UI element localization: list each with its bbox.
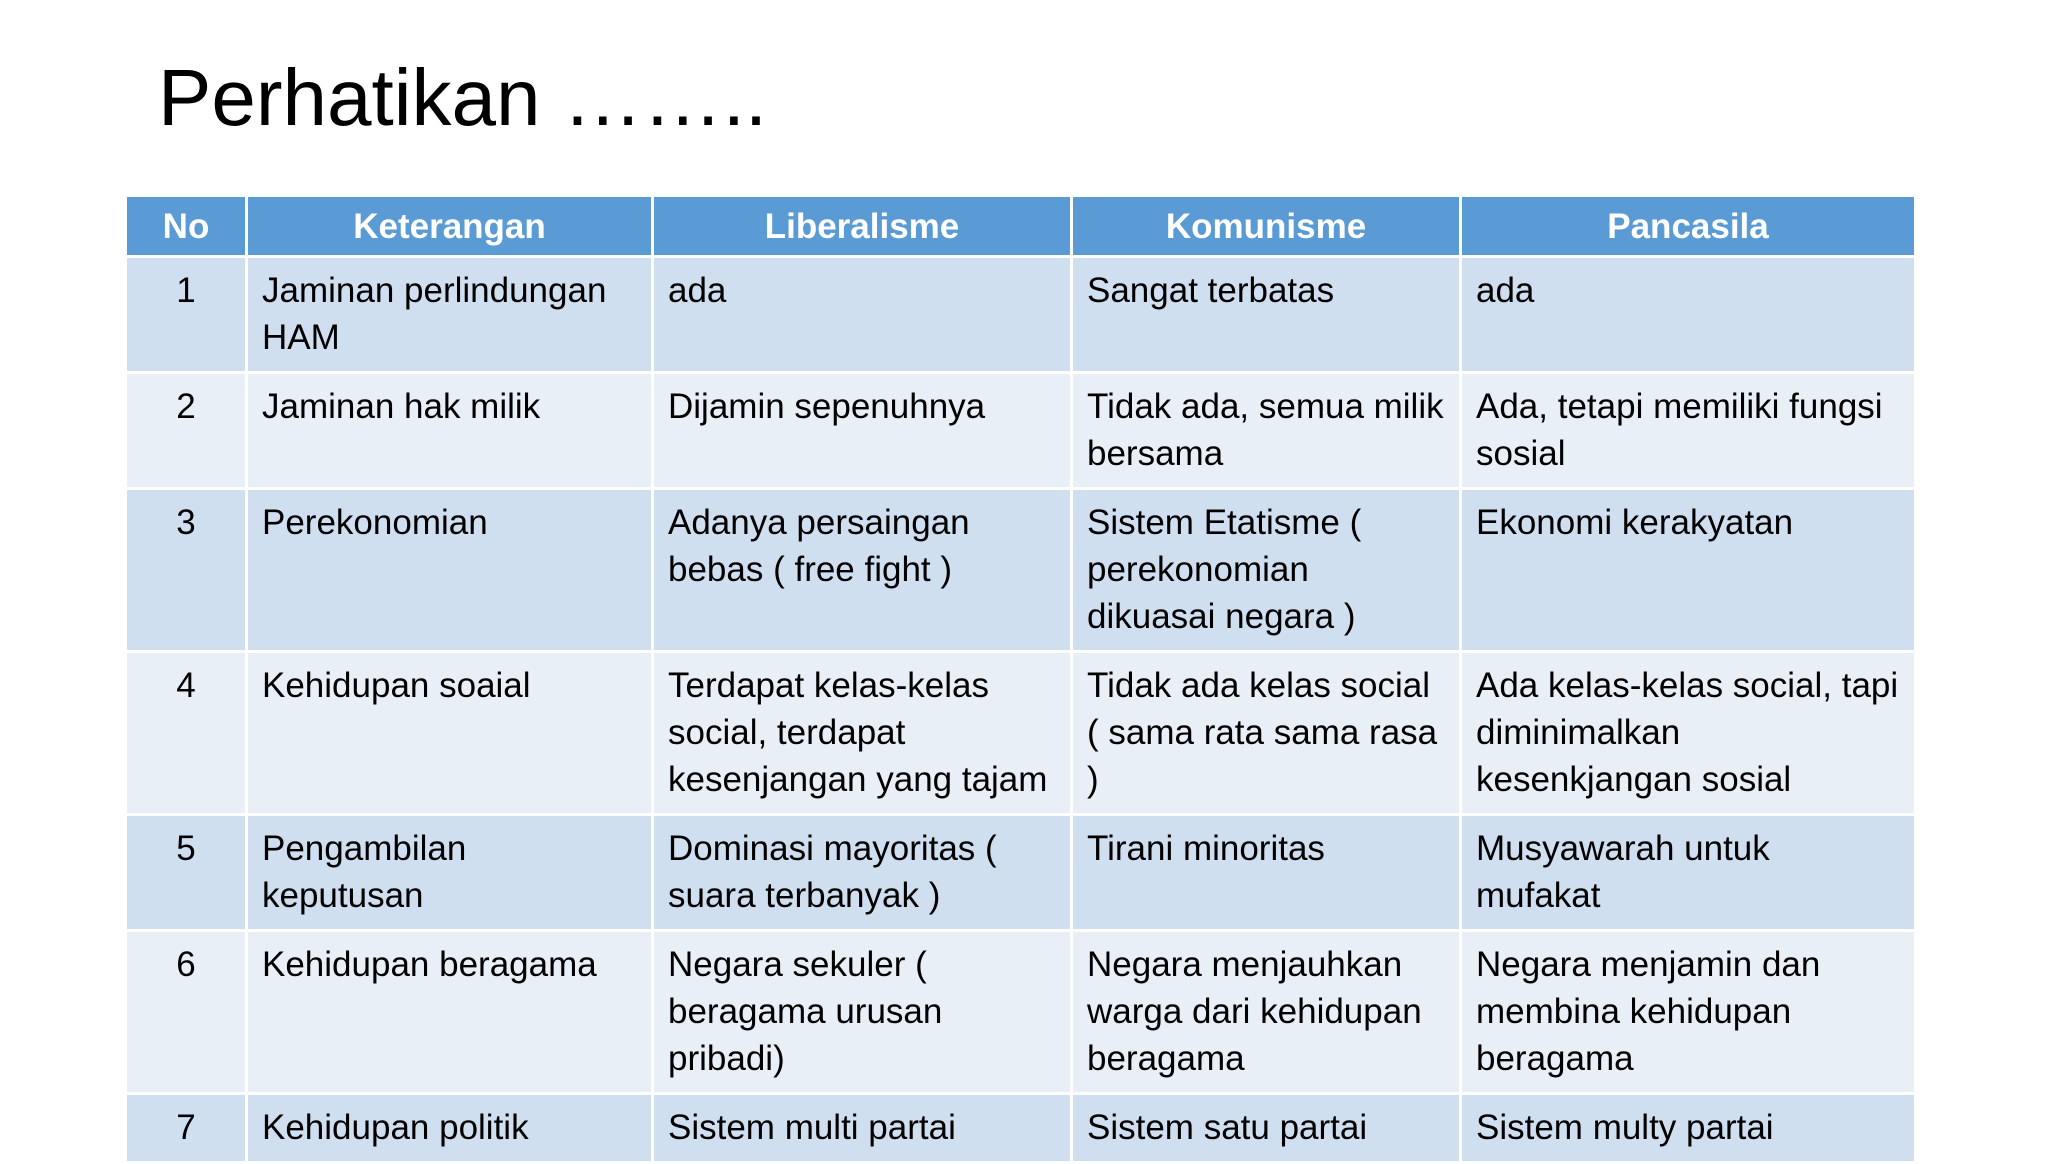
cell-liberalisme: Adanya persaingan bebas ( free fight ) [653, 489, 1072, 652]
table-header-row [126, 196, 1916, 257]
cell-keterangan: Kehidupan beragama [247, 931, 653, 1094]
cell-keterangan: Kehidupan soaial [247, 652, 653, 815]
cell-liberalisme: Terdapat kelas-kelas social, terdapat kesenjangan yang tajam [653, 652, 1072, 815]
header-komunisme: Komunisme [1072, 196, 1461, 257]
header-no: No [126, 196, 247, 257]
cell-pancasila: Ada kelas-kelas social, tapi diminimalkan kesenkjangan sosial [1461, 652, 1916, 815]
cell-no: 3 [126, 489, 247, 652]
table-row [126, 257, 1916, 373]
cell-pancasila: Negara menjamin dan membina kehidupan beragama [1461, 931, 1916, 1094]
cell-komunisme: Tirani minoritas [1072, 815, 1461, 931]
cell-komunisme: Sistem Etatisme ( perekonomian dikuasai negara ) [1072, 489, 1461, 652]
header-liberalisme: Liberalisme [653, 196, 1072, 257]
comparison-table-container [124, 194, 1914, 1164]
cell-liberalisme: Dijamin sepenuhnya [653, 373, 1072, 489]
cell-keterangan: Perekonomian [247, 489, 653, 652]
cell-keterangan: Pengambilan keputusan [247, 815, 653, 931]
cell-no: 7 [126, 1094, 247, 1163]
cell-no: 4 [126, 652, 247, 815]
cell-komunisme: Tidak ada kelas social ( sama rata sama rasa ) [1072, 652, 1461, 815]
cell-no: 5 [126, 815, 247, 931]
cell-komunisme: Sangat terbatas [1072, 257, 1461, 373]
cell-keterangan: Jaminan hak milik [247, 373, 653, 489]
cell-komunisme: Tidak ada, semua milik bersama [1072, 373, 1461, 489]
cell-keterangan: Kehidupan politik [247, 1094, 653, 1163]
header-keterangan: Keterangan [247, 196, 653, 257]
table-row [126, 652, 1916, 815]
cell-pancasila: Ada, tetapi memiliki fungsi sosial [1461, 373, 1916, 489]
cell-pancasila: Ekonomi kerakyatan [1461, 489, 1916, 652]
cell-pancasila: Musyawarah untuk mufakat [1461, 815, 1916, 931]
cell-no: 2 [126, 373, 247, 489]
table-row [126, 1094, 1916, 1163]
cell-komunisme: Sistem satu partai [1072, 1094, 1461, 1163]
header-pancasila: Pancasila [1461, 196, 1916, 257]
cell-komunisme: Negara menjauhkan warga dari kehidupan beragama [1072, 931, 1461, 1094]
table-row [126, 931, 1916, 1094]
cell-no: 1 [126, 257, 247, 373]
cell-pancasila: ada [1461, 257, 1916, 373]
comparison-table [124, 194, 1917, 1164]
cell-liberalisme: Dominasi mayoritas ( suara terbanyak ) [653, 815, 1072, 931]
table-row [126, 815, 1916, 931]
cell-no: 6 [126, 931, 247, 1094]
cell-liberalisme: ada [653, 257, 1072, 373]
cell-keterangan: Jaminan perlindungan HAM [247, 257, 653, 373]
table-row [126, 373, 1916, 489]
cell-pancasila: Sistem multy partai [1461, 1094, 1916, 1163]
cell-liberalisme: Negara sekuler ( beragama urusan pribadi) [653, 931, 1072, 1094]
table-row [126, 489, 1916, 652]
cell-liberalisme: Sistem multi partai [653, 1094, 1072, 1163]
slide-title: Perhatikan …….. [158, 53, 768, 142]
